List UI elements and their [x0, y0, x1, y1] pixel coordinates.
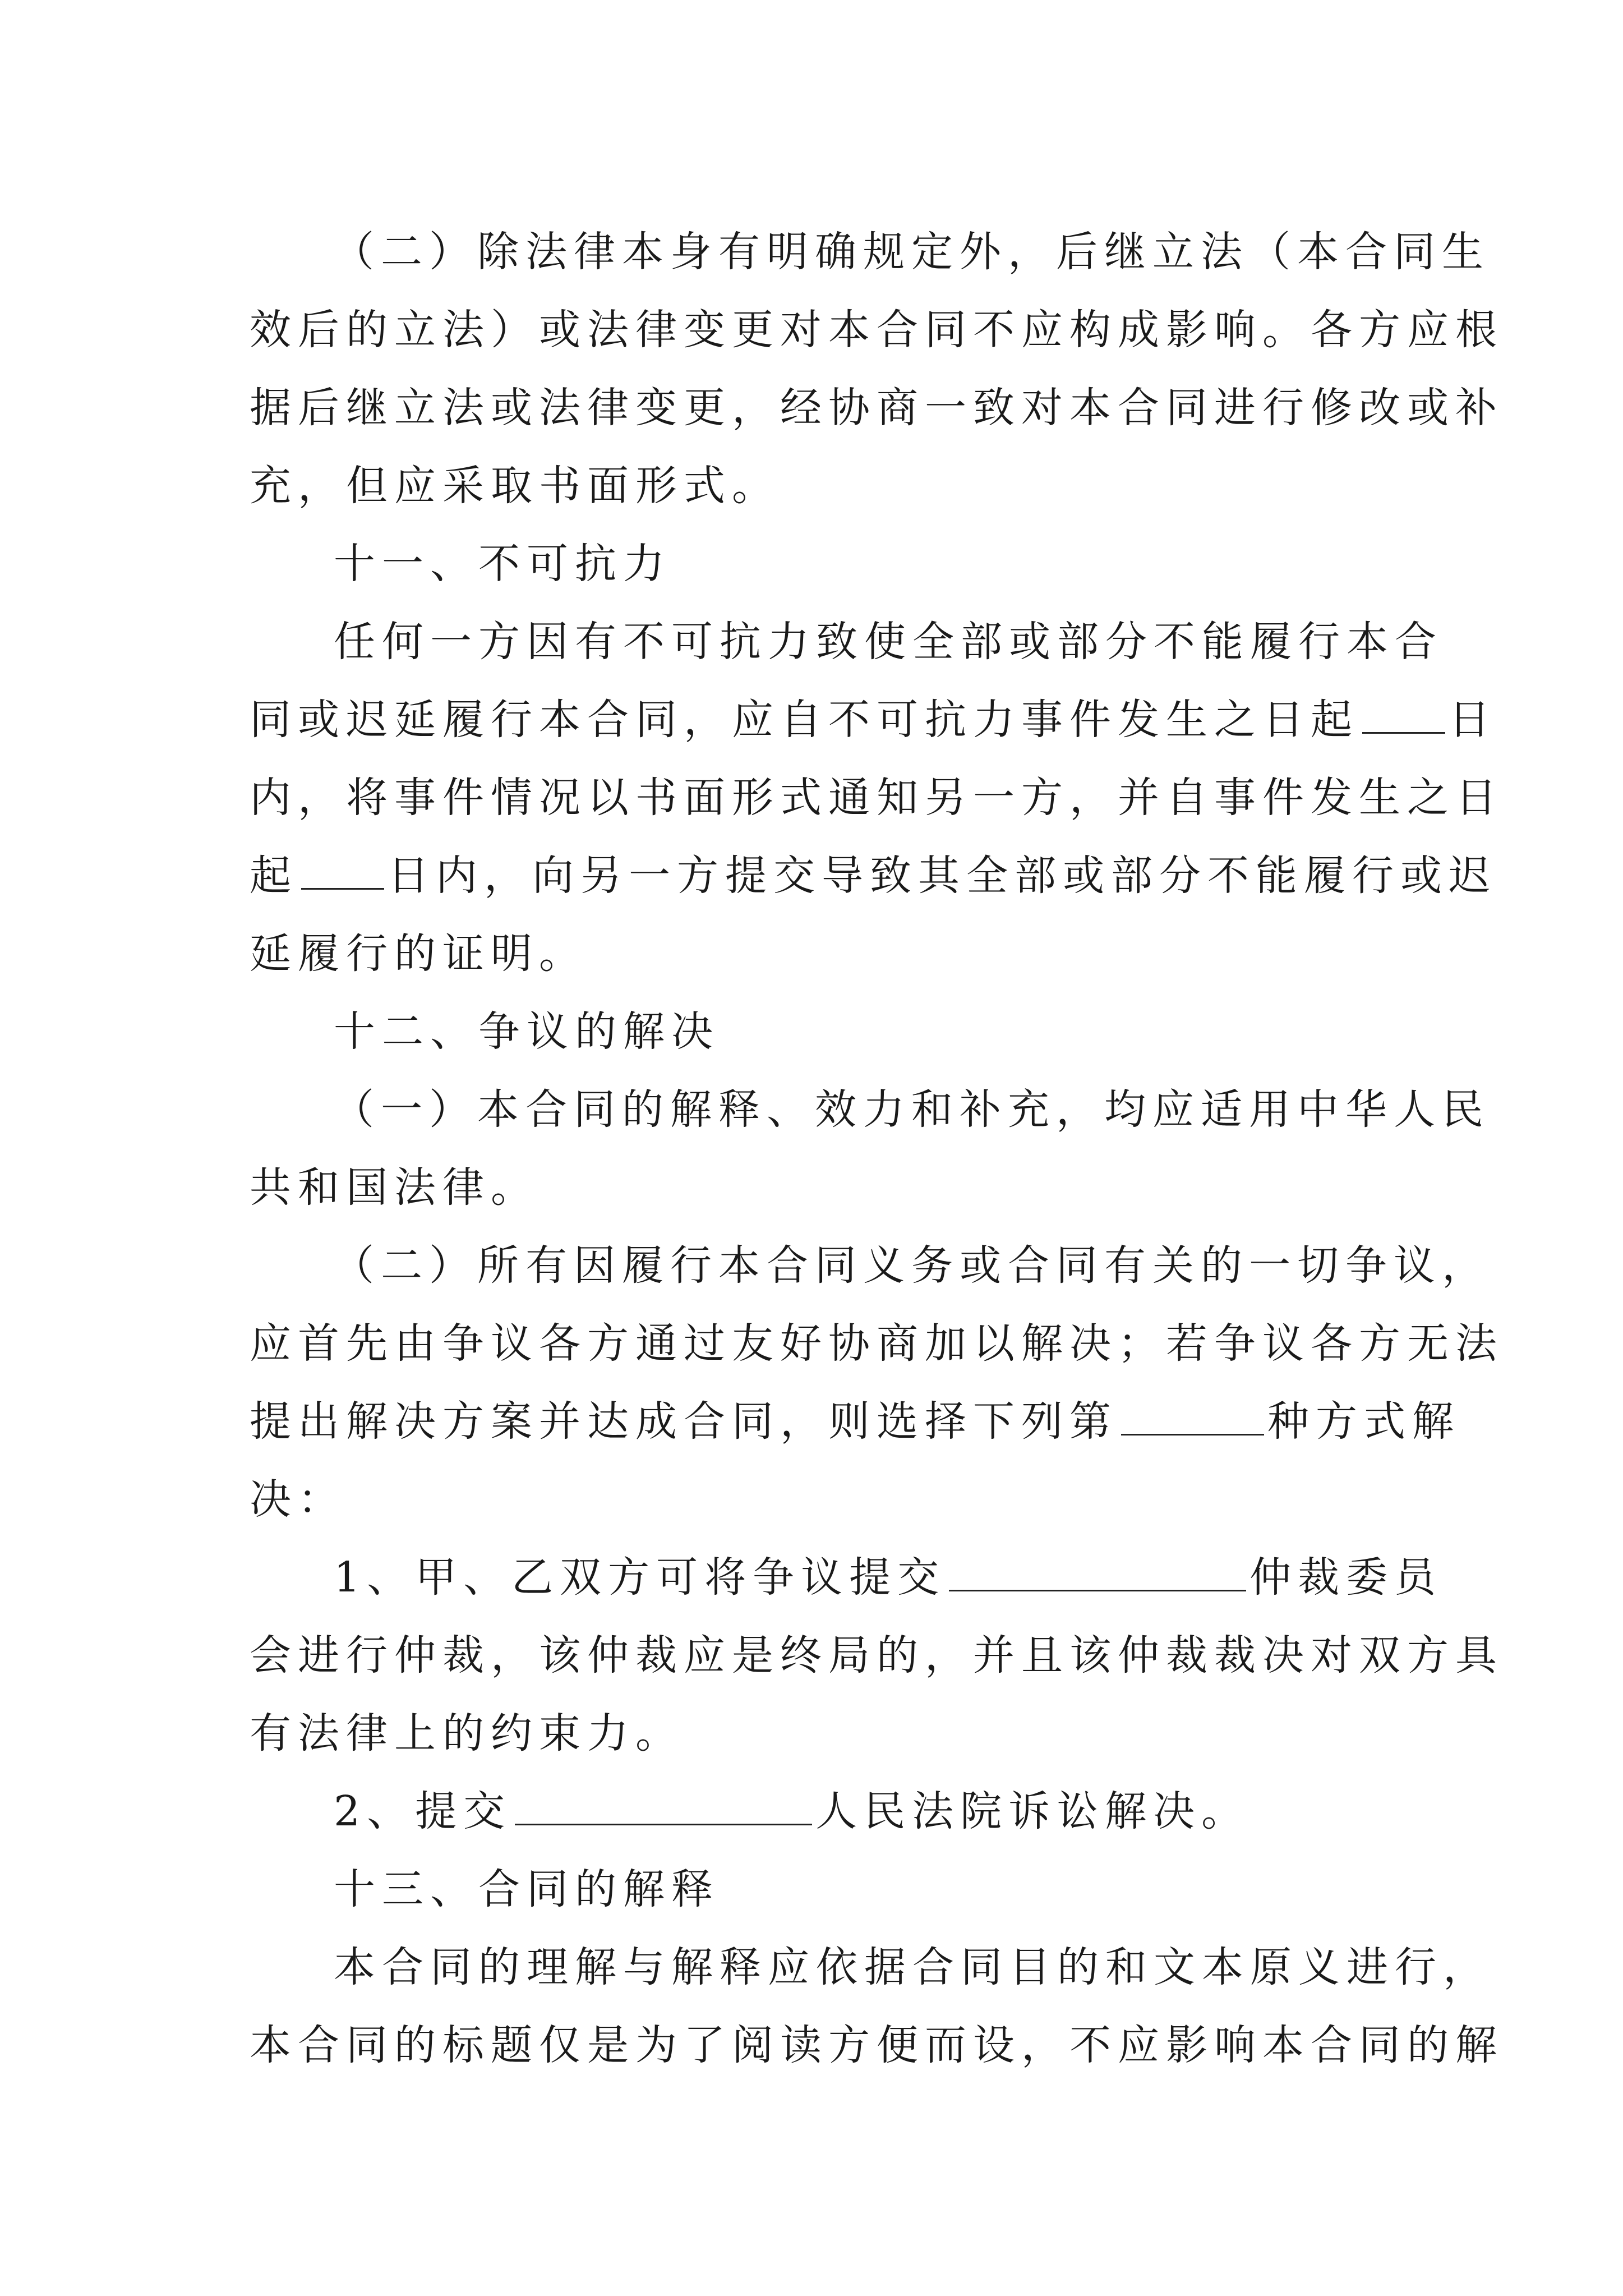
- paragraph-line: （二）所有因履行本合同义务或合同有关的一切争议，: [333, 1241, 1490, 1290]
- paragraph-line: [250, 1773, 1391, 1851]
- paragraph-line: 内，将事件情况以书面形式通知另一方，并自事件发生之日: [250, 774, 1504, 822]
- paragraph-text: 1、甲、乙双方可将争议提交: [334, 1553, 946, 1602]
- fill-in-blank: [1362, 693, 1445, 734]
- paragraph-line: 延履行的证明。: [250, 930, 587, 978]
- paragraph-line: 决：: [250, 1475, 346, 1524]
- paragraph-text: 仲裁委员: [1249, 1553, 1443, 1602]
- paragraph-line: （二）除法律本身有明确规定外，后继立法（本合同生: [333, 228, 1490, 276]
- paragraph-line: 据后继立法或法律变更，经协商一致对本合同进行修改或补: [250, 384, 1504, 432]
- paragraph-text: 起: [250, 852, 298, 900]
- paragraph-text: 种方式解: [1267, 1397, 1460, 1446]
- paragraph-line: 任何一方因有不可抗力致使全部或部分不能履行本合: [334, 618, 1443, 666]
- paragraph-line: [250, 681, 1497, 759]
- section-heading-11: 十一、不可抗力: [334, 540, 671, 588]
- paragraph-line: 本合同的理解与解释应依据合同目的和文本原义进行，: [334, 1943, 1491, 1991]
- paragraph-line: [250, 1539, 1443, 1617]
- paragraph-line: 充，但应采取书面形式。: [250, 462, 780, 510]
- paragraph-text: 提出解决方案并达成合同，则选择下列第: [250, 1397, 1118, 1446]
- paragraph-line: 本合同的标题仅是为了阅读方便而设，不应影响本合同的解: [250, 2021, 1504, 2069]
- fill-in-blank: [301, 849, 384, 890]
- paragraph-line: [250, 837, 1497, 915]
- paragraph-text: 2、提交: [334, 1787, 512, 1835]
- paragraph-text: 日: [1449, 696, 1497, 744]
- paragraph-text: 同或迟延履行本合同，应自不可抗力事件发生之日起: [250, 696, 1359, 744]
- fill-in-blank: [515, 1784, 812, 1825]
- paragraph-line: 会进行仲裁，该仲裁应是终局的，并且该仲裁裁决对双方具: [250, 1631, 1504, 1680]
- paragraph-line: 效后的立法）或法律变更对本合同不应构成影响。各方应根: [250, 306, 1504, 354]
- section-heading-13: 十三、合同的解释: [334, 1865, 720, 1913]
- paragraph-text: 日内，向另一方提交导致其全部或部分不能履行或迟: [388, 852, 1497, 900]
- paragraph-text: 人民法院诉讼解决。: [815, 1787, 1250, 1835]
- fill-in-blank: [949, 1550, 1246, 1591]
- fill-in-blank: [1121, 1395, 1264, 1435]
- contract-page: [250, 213, 1504, 2085]
- paragraph-line: （一）本合同的解释、效力和补充，均应适用中华人民: [333, 1085, 1490, 1134]
- paragraph-line: [250, 1383, 1460, 1461]
- paragraph-line: 共和国法律。: [250, 1163, 539, 1212]
- paragraph-line: 有法律上的约束力。: [250, 1709, 684, 1757]
- paragraph-line: 应首先由争议各方通过友好协商加以解决；若争议各方无法: [250, 1319, 1504, 1368]
- section-heading-12: 十二、争议的解决: [334, 1007, 720, 1056]
